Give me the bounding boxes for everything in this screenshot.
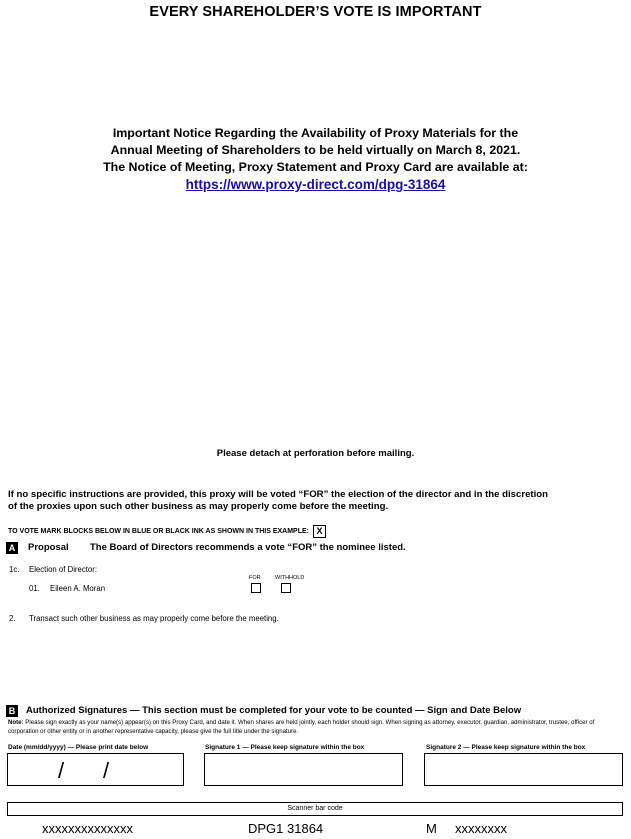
detach-instruction: Please detach at perforation before mailing.	[216, 448, 415, 459]
notice-line-2: Annual Meeting of Shareholders to be held virtually on March 8, 2021.	[110, 143, 521, 157]
example-mark-box: X	[313, 525, 326, 538]
date-separator-1: /	[58, 758, 65, 783]
board-recommendation: The Board of Directors recommends a vote “FOR” the nominee listed.	[90, 542, 406, 553]
vote-mark-label: TO VOTE MARK BLOCKS BELOW IN BLUE OR BLACK INK AS SHOWN IN THIS EXAMPLE:	[8, 528, 309, 535]
footer-code-3: M	[426, 821, 437, 836]
proxy-notice	[0, 125, 631, 194]
proposal-1c-number: 1c.	[9, 565, 20, 574]
notice-line-3: The Notice of Meeting, Proxy Statement and Proxy Card are available at:	[103, 160, 528, 174]
voting-instructions	[8, 489, 608, 513]
note-text: Please sign exactly as your name(s) appear(s) on this Proxy Card, and date it. When shares are held jointly, each holder should sign. When signing as attorney, executor, guardian, administrator, trustee, officer of corporation or other entity or in another representative capacity, please give the full title under the signature.	[8, 719, 595, 735]
proxy-url-link[interactable]: https://www.proxy-direct.com/dpg-31864	[185, 177, 446, 192]
page-title: EVERY SHAREHOLDER’S VOTE IS IMPORTANT	[149, 4, 482, 20]
withhold-column-label: WITHHOLD	[275, 575, 305, 581]
date-field-label: Date (mm/dd/yyyy) — Please print date below	[8, 744, 149, 751]
director-number: 01.	[29, 584, 40, 593]
signature-note	[8, 719, 624, 736]
section-b-title: Authorized Signatures — This section must be completed for your vote to be counted — Sign and Date Below	[26, 705, 522, 716]
vote-mark-instruction	[8, 525, 326, 538]
signature-1-label: Signature 1 — Please keep signature within the box	[205, 744, 365, 751]
date-input-box[interactable]	[7, 753, 184, 786]
section-b-badge: B	[6, 705, 18, 717]
signature-1-box[interactable]	[204, 753, 403, 786]
proposal-2-number: 2.	[9, 614, 16, 623]
section-a-badge: A	[6, 542, 18, 554]
date-separator-2: /	[103, 758, 110, 783]
instructions-line-2: of the proxies upon such other business as may properly come before the meeting.	[8, 501, 389, 512]
note-label: Note:	[8, 719, 24, 726]
director-name: Eileen A. Moran	[50, 584, 106, 593]
signature-2-box[interactable]	[424, 753, 623, 786]
proposal-2-label: Transact such other business as may properly come before the meeting.	[29, 614, 279, 623]
footer-code-4: xxxxxxxx	[455, 821, 507, 836]
section-a-title: Proposal	[28, 542, 69, 553]
vote-withhold-checkbox[interactable]	[281, 583, 291, 593]
for-column-label: FOR	[249, 575, 261, 581]
vote-for-checkbox[interactable]	[251, 583, 261, 593]
footer-code-1: xxxxxxxxxxxxxx	[42, 821, 133, 836]
instructions-line-1: If no specific instructions are provided, this proxy will be voted “FOR” the election of the director and in the discretion	[8, 489, 548, 500]
notice-line-1: Important Notice Regarding the Availability of Proxy Materials for the	[112, 126, 519, 140]
signature-2-label: Signature 2 — Please keep signature within the box	[426, 744, 586, 751]
scanner-bar-code: Scanner bar code	[7, 802, 623, 816]
footer-code-2: DPG1 31864	[248, 821, 324, 836]
proposal-1c-label: Election of Director:	[29, 565, 98, 574]
